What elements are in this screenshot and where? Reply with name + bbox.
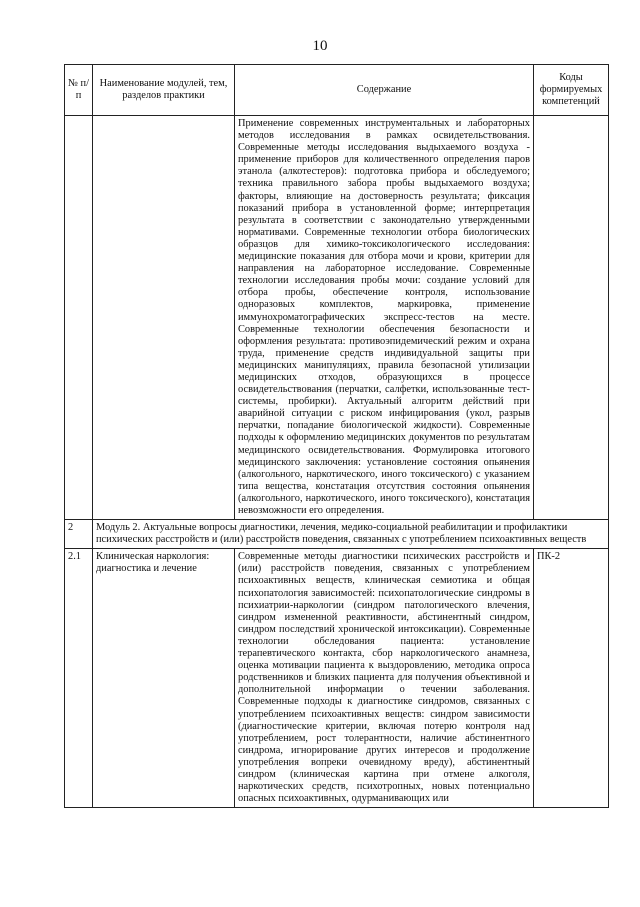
row-content: Применение современных инструментальных и лабораторных методов исследования в рамках освидетельствования. Современные методы исследования выдыхаемого воздуха - применение приборов для количественного определения паров этанола (алкотестеров): подготовка прибора и обследуемого; техника правильного забора пробы выдыхаемого воздуха; факторы, влияющие на достоверность результата; фиксация показаний прибора в установленной форме; интерпретация результата в соответствии с законодательно утвержденными нормативами. Современные технологии отбора биологических образцов для химико-токсикологического исследования: медицинские показания для отбора мочи и крови, критерии для направления на лабораторное исследование. Современные технологии исследования пробы мочи: создание условий для отбора пробы, обеспечение контроля, использование одноразовых комплектов, маркировка, применение иммунохроматографических экспресс-тестов на месте. Современные технологии обеспечения безопасности и оформления результата: противоэпидемический режим и охрана труда, применение средств индивидуальной защиты при медицинских манипуляциях, правила безопасной утилизации медицинских отходов, образующихся в процессе освидетельствования (перчатки, салфетки, использованные тест-системы, пробирки). Актуальный алгоритм действий при аварийной ситуации с риском инфицирования (укол, разрыв перчатки, попадание биологической жидкости). Современные подходы к оформлению медицинских документов по результатам медицинского освидетельствования. Формулировка итогового медицинского заключения: установление состояния опьянения (алкогольного, наркотического, иного токсического) с указанием типа вещества, констатация отсутствия состояния опьянения (алкогольного, наркотического, иного токсического), констатация невозможности его определения. [235,116,534,520]
row-name [93,116,235,520]
header-codes: Коды формируемых компетенций [534,65,609,116]
header-name: Наименование модулей, тем, разделов практики [93,65,235,116]
row-codes [534,116,609,520]
module-title: Модуль 2. Актуальные вопросы диагностики, лечения, медико-социальной реабилитации и профилактики психических расстройств и (или) расстройств поведения, связанных с употреблением психоактивных веществ [93,520,609,549]
row-codes: ПК-2 [534,549,609,808]
table-header-row [65,65,609,116]
table-row [65,116,609,520]
page-number: 10 [312,38,328,54]
row-num [65,116,93,520]
header-content: Содержание [235,65,534,116]
header-num: № п/п [65,65,93,116]
row-num: 2.1 [65,549,93,808]
table-row [65,549,609,808]
row-content: Современные методы диагностики психических расстройств и (или) расстройств поведения, связанных с употреблением психоактивных веществ, клиническая семиотика и общая психопатология зависимостей: психопатологические синдромы в психиатрии-наркологии (синдром патологического влечения, синдром измененной реактивности, абстинентный синдром, синдром последствий хронической интоксикации). Современные технологии обследования пациента: установление терапевтического контакта, сбор наркологического анамнеза, оценка мотивации пациента к выздоровлению, методика опроса родственников и близких пациента для получения объективной и дополнительной информации о течении заболевания. Современные подходы к диагностике синдромов, связанных с употреблением психоактивных веществ: синдром зависимости (диагностические критерии, включая потерю контроля над употреблением, рост толерантности, наличие абстинентного синдрома, игнорирование других интересов и продолжение употребления вопреки очевидному вреду), абстинентный синдром (клиническая картина при отмене алкоголя, наркотических средств, психотропных, новых потенциально опасных психоактивных, одурманивающих или [235,549,534,808]
module-row [65,520,609,549]
practice-content-table [64,64,609,808]
row-name: Клиническая наркология: диагностика и лечение [93,549,235,808]
module-num: 2 [65,520,93,549]
